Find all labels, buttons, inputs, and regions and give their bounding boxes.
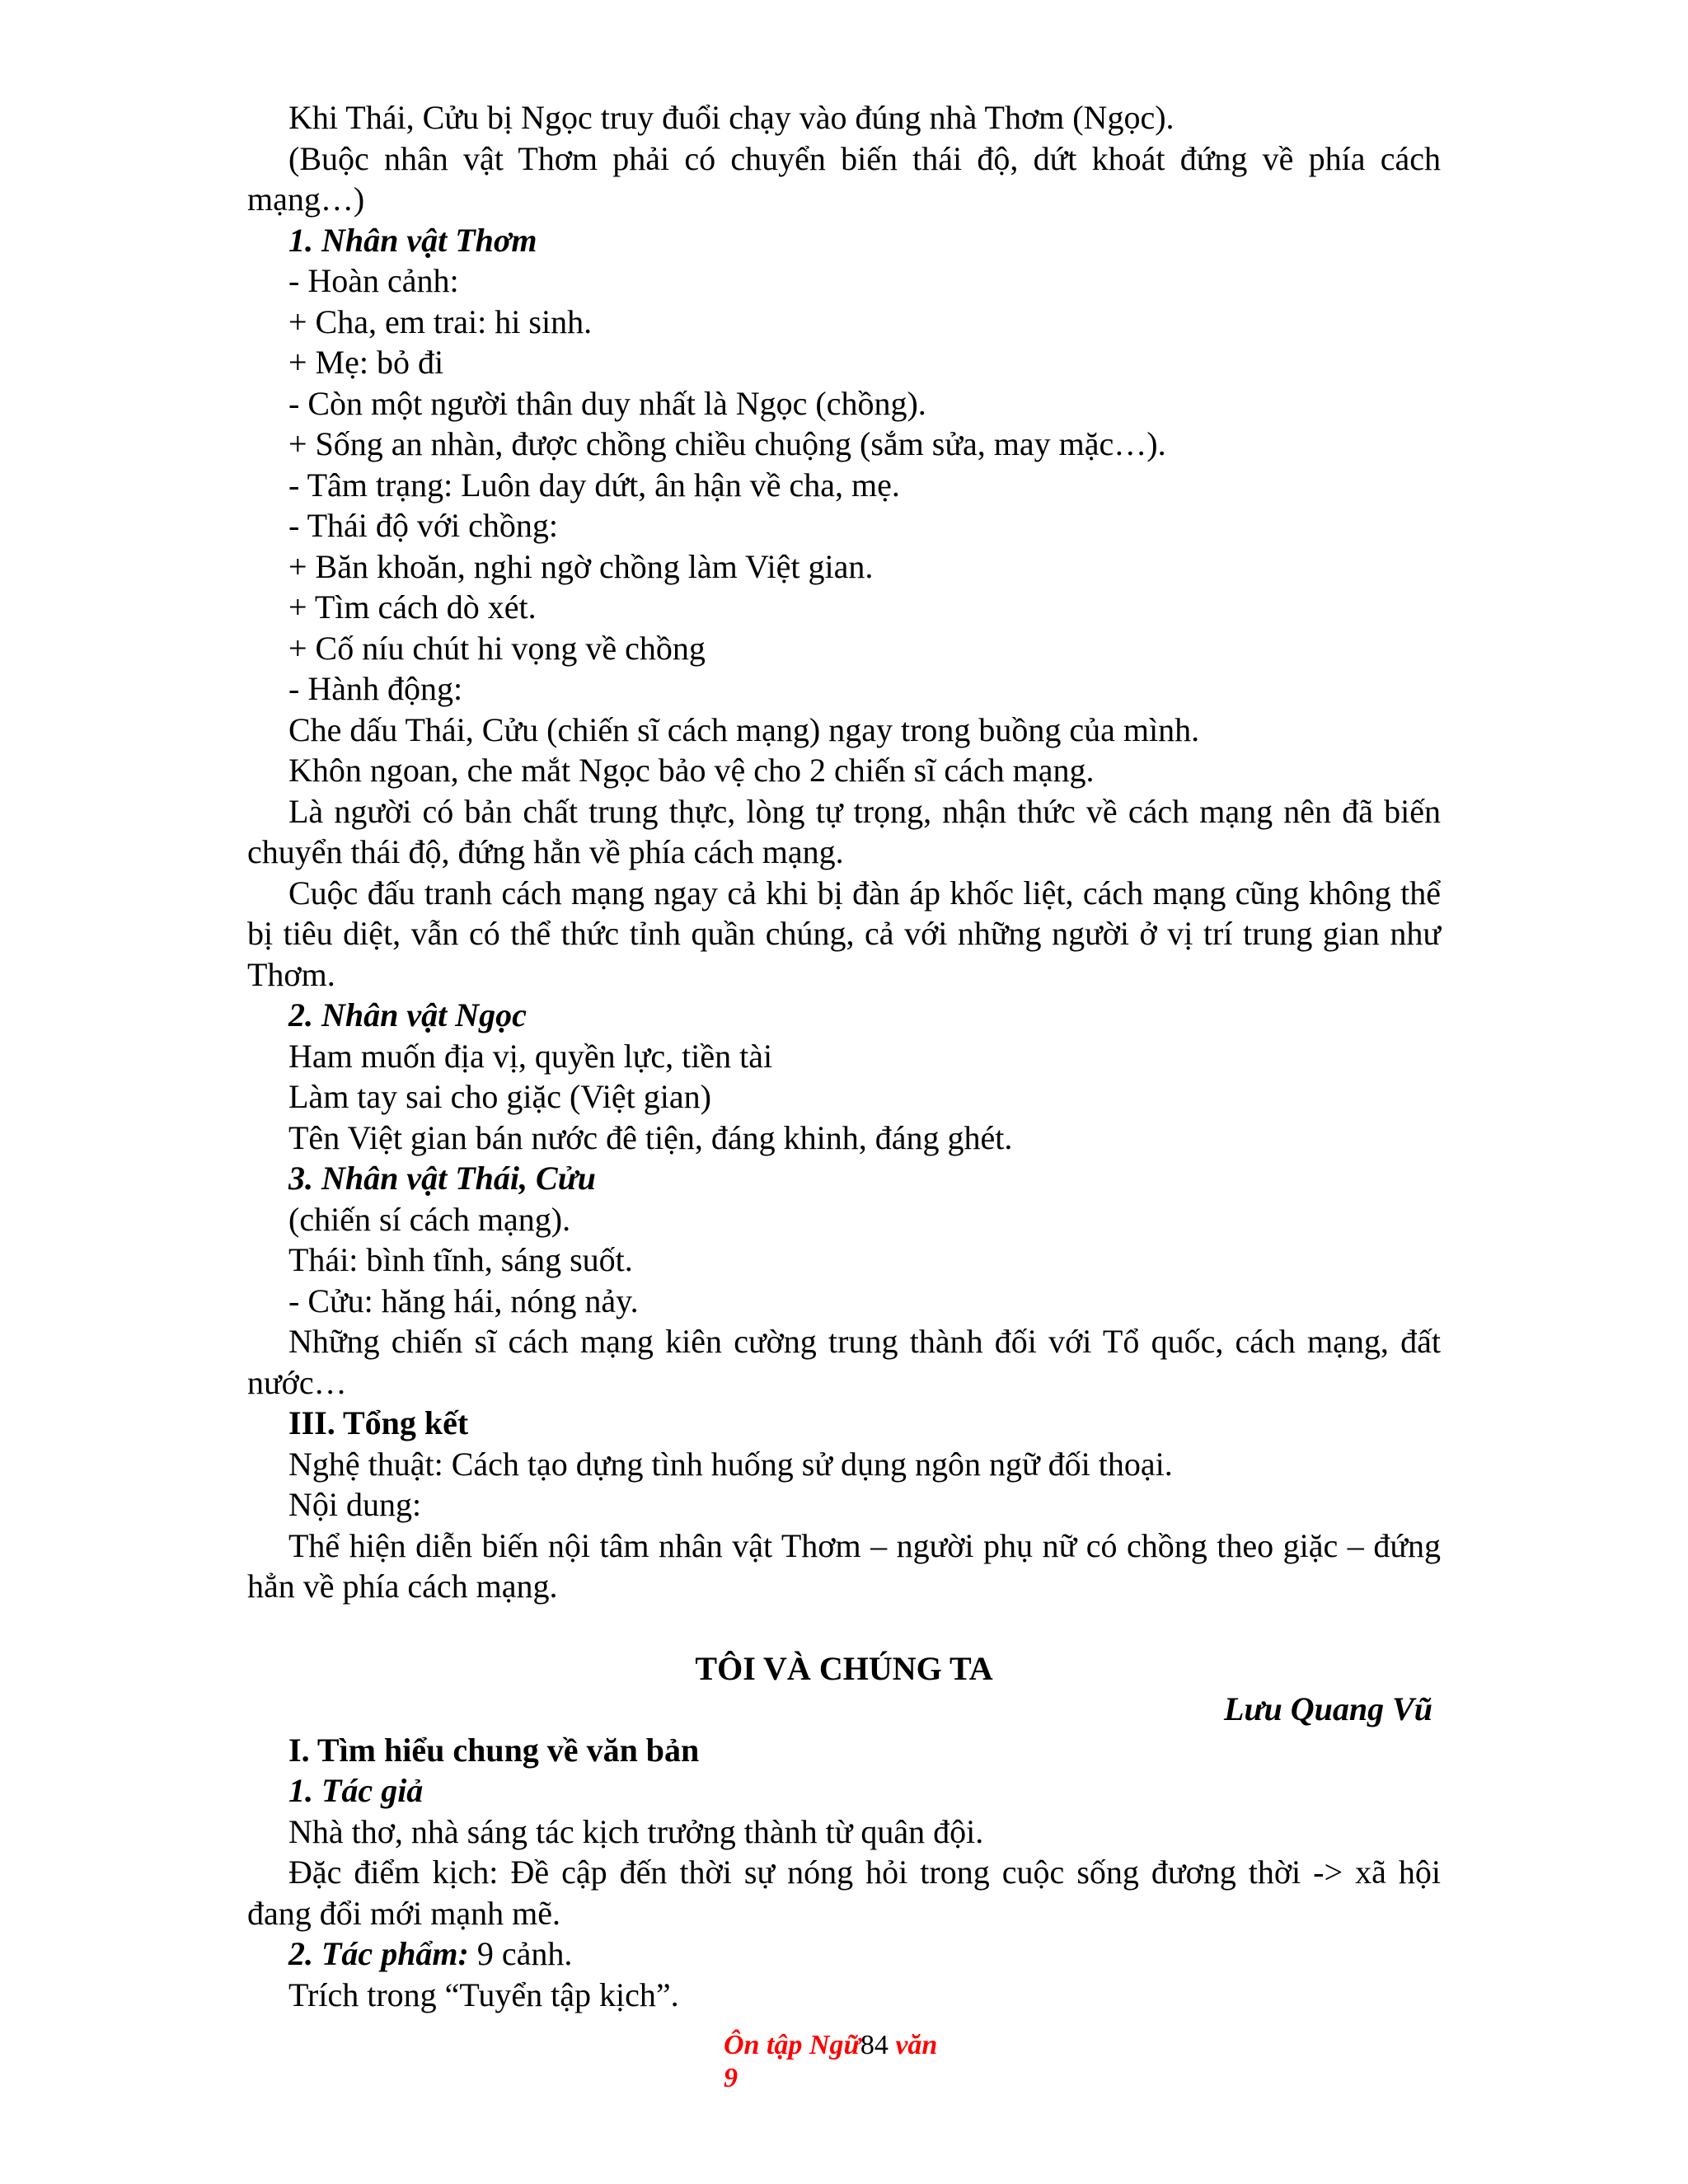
tac-pham-line: Trích trong “Tuyển tập kịch”.	[288, 1975, 679, 2013]
tac-pham-line	[247, 1933, 1441, 1975]
thom-line: + Cha, em trai: hi sinh.	[288, 302, 593, 340]
tac-gia-line: Nhà thơ, nhà sáng tác kịch trưởng thành từ quân đội.	[288, 1812, 984, 1850]
section-heading-ngoc: 2. Nhân vật Ngọc	[288, 996, 527, 1033]
tac-gia-heading: 1. Tác giả	[288, 1772, 424, 1809]
thai-line: Thái: bình tĩnh, sáng suốt.	[288, 1241, 633, 1278]
tac-pham-value: 9 cảnh.	[468, 1935, 573, 1972]
work-author: Lưu Quang Vũ	[1224, 1690, 1432, 1727]
ngoc-line: Làm tay sai cho giặc (Việt gian)	[288, 1078, 711, 1115]
tac-gia-line: Đặc điểm kịch: Đề cập đến thời sự nóng hỏi trong cuộc sống đương thời -> xã hội đang đổi mới mạnh mẽ.	[247, 1854, 1441, 1932]
thom-line: - Hành động:	[288, 670, 463, 707]
thai-line: - Cửu: hăng hái, nóng nảy.	[288, 1282, 639, 1319]
thom-line: Che dấu Thái, Cửu (chiến sĩ cách mạng) ngay trong buồng của mình.	[288, 710, 1200, 748]
ngoc-line: Tên Việt gian bán nước đê tiện, đáng khinh, đáng ghét.	[288, 1118, 1013, 1156]
tongket-line: Nội dung:	[288, 1486, 422, 1523]
footer-line-2: 9	[724, 2063, 738, 2093]
tongket-line: Nghệ thuật: Cách tạo dựng tình huống sử dụng ngôn ngữ đối thoại.	[288, 1445, 1173, 1483]
body-line: (Buộc nhân vật Thơm phải có chuyển biến thái độ, dứt khoát đứng về phía cách mạng…)	[247, 139, 1441, 218]
page-content	[247, 97, 1441, 2015]
ngoc-line: Ham muốn địa vị, quyền lực, tiền tài	[288, 1037, 773, 1075]
thom-line: + Cố níu chút hi vọng về chồng	[288, 629, 706, 667]
footer-prefix: Ôn tập Ngữ	[724, 2030, 860, 2060]
thom-line: + Sống an nhàn, được chồng chiều chuộng (sắm sửa, may mặc…).	[288, 425, 1166, 462]
page-number: 84	[860, 2030, 889, 2060]
thom-line: Khôn ngoan, che mắt Ngọc bảo vệ cho 2 chiến sĩ cách mạng.	[288, 752, 1095, 789]
thom-line: + Băn khoăn, nghi ngờ chồng làm Việt gian.	[288, 547, 874, 585]
thom-line: - Hoàn cảnh:	[288, 262, 459, 299]
tongket-line: Thể hiện diễn biến nội tâm nhân vật Thơm – người phụ nữ có chồng theo giặc – đứng hẳn về phía cách mạng.	[247, 1526, 1441, 1605]
thai-line: Những chiến sĩ cách mạng kiên cường trung thành đối với Tổ quốc, cách mạng, đất nước…	[247, 1323, 1441, 1401]
work-title: TÔI VÀ CHÚNG TA	[695, 1649, 993, 1687]
section-heading-tong-ket: III. Tổng kết	[288, 1404, 469, 1441]
thom-line: - Thái độ với chồng:	[288, 507, 559, 544]
thom-line: + Mẹ: bỏ đi	[288, 344, 444, 381]
section-heading-thai-cuu: 3. Nhân vật Thái, Cửu	[288, 1160, 596, 1197]
thom-line: Cuộc đấu tranh cách mạng ngay cả khi bị đàn áp khốc liệt, cách mạng cũng không thể bị tiêu diệt, vẫn có thể thức tỉnh quần chúng, cả với những người ở vị trí trung gian như Thơm.	[247, 874, 1441, 993]
tac-pham-heading: 2. Tác phẩm:	[288, 1935, 469, 1972]
part1-heading: I. Tìm hiểu chung về văn bản	[288, 1731, 700, 1769]
thom-line: - Còn một người thân duy nhất là Ngọc (chồng).	[288, 384, 926, 422]
footer-suffix: văn	[888, 2030, 938, 2060]
thom-line: Là người có bản chất trung thực, lòng tự trọng, nhận thức về cách mạng nên đã biến chuyển thái độ, đứng hẳn về phía cách mạng.	[247, 792, 1441, 870]
body-line: Khi Thái, Cửu bị Ngọc truy đuổi chạy vào đúng nhà Thơm (Ngọc).	[288, 99, 1175, 136]
thom-line: + Tìm cách dò xét.	[288, 588, 537, 626]
page-footer	[724, 2029, 971, 2095]
thai-line: (chiến sí cách mạng).	[288, 1200, 571, 1238]
section-heading-thom: 1. Nhân vật Thơm	[288, 221, 537, 259]
footer-line-1	[724, 2029, 971, 2062]
thom-line: - Tâm trạng: Luôn day dứt, ân hận về cha, mẹ.	[288, 466, 900, 504]
